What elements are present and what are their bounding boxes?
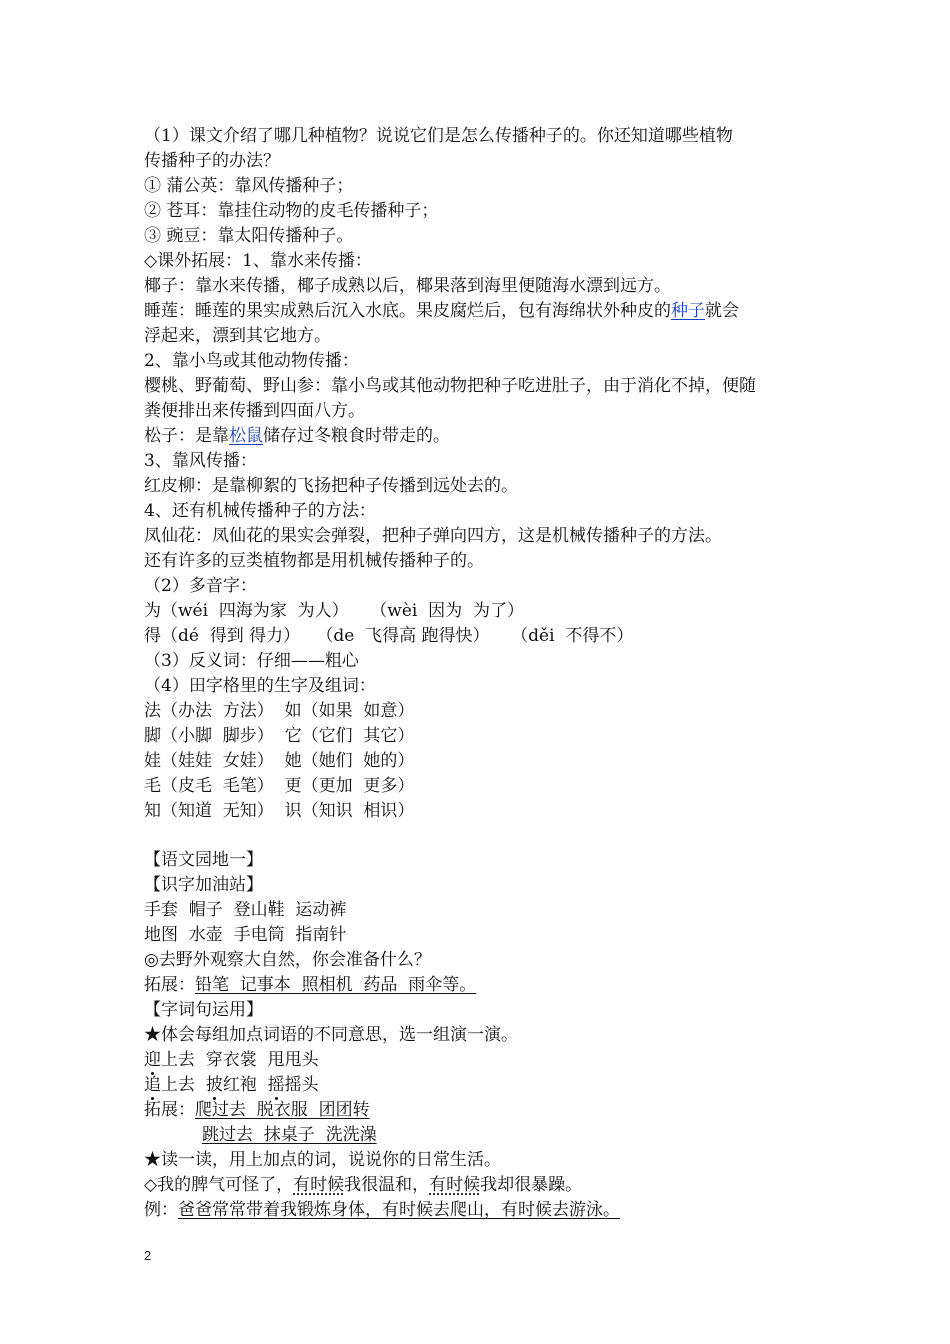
- example-answer: 爸爸常常带着我锻炼身体，有时候去爬山，有时候去游泳。: [178, 1200, 620, 1220]
- polyphone-de: 得（dé 得到 得力） （de 飞得高 跑得快） （děi 不得不）: [144, 626, 634, 646]
- word-text: 上去: [161, 1075, 206, 1095]
- example-label: 例：: [144, 1200, 178, 1220]
- dotted-word: 有时候: [293, 1175, 345, 1195]
- temper-sentence: [144, 1173, 824, 1198]
- word-text: 摇头: [284, 1075, 319, 1095]
- outdoor-question: ◎去野外观察大自然，你会准备什么？: [144, 950, 431, 970]
- answer-dandelion: ① 蒲公英：靠风传播种子；: [144, 176, 354, 196]
- spacer: [144, 824, 824, 848]
- page-number: 2: [144, 1248, 152, 1263]
- pine-nut-text: 松子：是靠: [144, 426, 229, 446]
- word-row-5: 知（知道 无知） 识（知识 相识）: [144, 801, 415, 821]
- water-lily-text: 睡莲：睡莲的果实成熟后沉入水底。果皮腐烂后，包有海绵状外种皮的: [144, 301, 671, 321]
- squirrel-link[interactable]: 松鼠: [229, 426, 263, 446]
- extension-label: 拓展：: [144, 975, 195, 995]
- polyphone-wei: 为（wéi 四海为家 为人） （wèi 因为 为了）: [144, 601, 524, 621]
- answer-cocklebur: ② 苍耳：靠挂住动物的皮毛传播种子；: [144, 201, 439, 221]
- extension-2-line-1: [144, 1098, 824, 1123]
- balsam-text: 凤仙花：凤仙花的果实会弹裂，把种子弹向四方，这是机械传播种子的方法。: [144, 526, 722, 546]
- example-sentence: [144, 1198, 824, 1223]
- extension-answer: 爬过去 脱衣服 团团转: [195, 1100, 370, 1120]
- temper-text: 我却很暴躁。: [480, 1175, 583, 1195]
- pine-nut-line: [144, 424, 824, 449]
- question-4: （4）田字格里的生字及组词：: [144, 676, 376, 696]
- section-heading-garden: 【语文园地一】: [144, 850, 263, 870]
- word-row-3: 娃（娃娃 女娃） 她（她们 她的）: [144, 751, 415, 771]
- document-body: [144, 124, 824, 1223]
- dotted-words-row-2: [144, 1073, 824, 1098]
- mechanical-title: 4、还有机械传播种子的方法：: [144, 501, 376, 521]
- question-2: （2）多音字：: [144, 576, 257, 596]
- extension-title: ◇课外拓展：1、靠水来传播：: [144, 251, 372, 271]
- question-1-line-2: 传播种子的办法？: [144, 151, 280, 171]
- willow-text: 红皮柳：是靠柳絮的飞扬把种子传播到远处去的。: [144, 476, 518, 496]
- star-instruction-1: ★体会每组加点词语的不同意思，选一组演一演。: [144, 1025, 518, 1045]
- bird-text-line-1: 樱桃、野葡萄、野山参：靠小鸟或其他动物把种子吃进肚子，由于消化不掉，便随: [144, 376, 756, 396]
- star-instruction-2: ★读一读，用上加点的词，说说你的日常生活。: [144, 1150, 501, 1170]
- dotted-char: 迎: [144, 1048, 161, 1073]
- seed-link[interactable]: 种子: [671, 301, 705, 321]
- bird-title: 2、靠小鸟或其他动物传播：: [144, 351, 359, 371]
- extension-answer: 跳过去 抹桌子 洗洗澡: [202, 1125, 377, 1145]
- beans-text: 还有许多的豆类植物都是用机械传播种子的。: [144, 551, 484, 571]
- extension-1: [144, 973, 824, 998]
- temper-text: 我很温和，: [344, 1175, 430, 1195]
- word-row-1: 法（办法 方法） 如（如果 如意）: [144, 701, 415, 721]
- word-text: 上去 穿衣裳 甩甩头: [161, 1050, 319, 1070]
- answer-pea: ③ 豌豆：靠太阳传播种子。: [144, 226, 354, 246]
- word-row-4: 毛（皮毛 毛笔） 更（更加 更多）: [144, 776, 415, 796]
- section-heading-words: 【字词句运用】: [144, 1000, 263, 1020]
- dotted-word: 有时候: [429, 1175, 481, 1195]
- word-text: 红袍: [222, 1075, 268, 1095]
- coconut-text: 椰子：靠水来传播，椰子成熟以后，椰果落到海里便随海水漂到远方。: [144, 276, 671, 296]
- dotted-char: 摇: [268, 1073, 285, 1098]
- water-lily-line-1: [144, 299, 824, 324]
- extension-2-line-2: [144, 1123, 824, 1148]
- temper-text: ◇我的脾气可怪了，: [144, 1175, 294, 1195]
- bird-text-line-2: 粪便排出来传播到四面八方。: [144, 401, 365, 421]
- water-lily-line-2: 浮起来，漂到其它地方。: [144, 326, 331, 346]
- section-heading-literacy: 【识字加油站】: [144, 875, 263, 895]
- dotted-words-row-1: [144, 1048, 824, 1073]
- extension-label: 拓展：: [144, 1100, 195, 1120]
- question-1-line-1: （1）课文介绍了哪几种植物？说说它们是怎么传播种子的。你还知道哪些植物: [144, 126, 733, 146]
- wind-title: 3、靠风传播：: [144, 451, 257, 471]
- extension-answer: 铅笔 记事本 照相机 药品 雨伞等。: [195, 975, 477, 995]
- supplies-row-2: 地图 水壶 手电筒 指南针: [144, 925, 347, 945]
- supplies-row-1: 手套 帽子 登山鞋 运动裤: [144, 900, 347, 920]
- pine-nut-text-end: 储存过冬粮食时带走的。: [263, 426, 450, 446]
- word-row-2: 脚（小脚 脚步） 它（它们 其它）: [144, 726, 415, 746]
- dotted-char: 追: [144, 1073, 161, 1098]
- water-lily-text-end: 就会: [705, 301, 739, 321]
- dotted-char: 披: [206, 1073, 223, 1098]
- question-3: （3）反义词：仔细——粗心: [144, 651, 359, 671]
